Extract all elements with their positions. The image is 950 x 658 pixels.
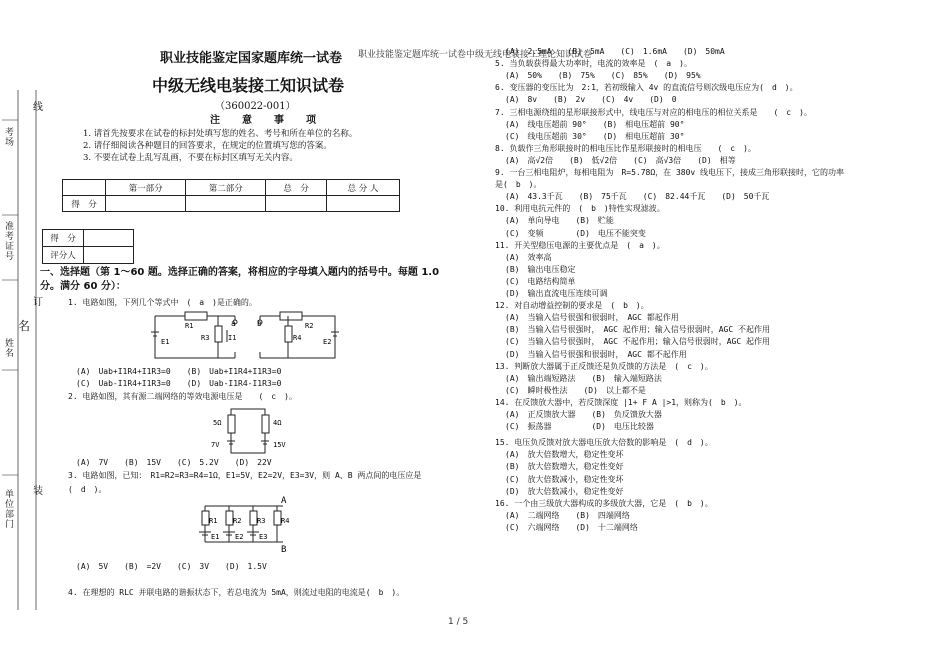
question-stem: 14. 在反馈放大器中，若反馈深度 |1+ F A |>1，则称为( b )。 bbox=[495, 397, 747, 407]
question-option: (C) 六端网络 (D) 十二端网络 bbox=[505, 522, 638, 532]
question-option: (C) 线电压超前 30° (D) 相电压超前 30° bbox=[505, 131, 685, 141]
section-score-table bbox=[42, 229, 134, 264]
circuit2-label-5ohm: 5Ω bbox=[213, 419, 222, 427]
label-zhunkaozheng: 准考证号 bbox=[5, 222, 15, 262]
question-3: 3. 电路如图，已知： R1=R2=R3=R4=1Ω，E1=5V，E2=2V，E3=3V，则 A、B 两点间的电压应是 bbox=[68, 471, 422, 480]
label-name-big: 名 bbox=[18, 319, 31, 333]
question-option: (A) 单向导电 (B) 贮能 bbox=[505, 216, 614, 226]
question-option: (C) 变频 (D) 电压不能突变 bbox=[505, 228, 646, 238]
score-row-label: 得 分 bbox=[63, 196, 106, 212]
circuit-2-diagram bbox=[205, 405, 305, 457]
score-header-blank bbox=[63, 180, 106, 196]
score-header-part1: 第一部分 bbox=[106, 180, 186, 196]
question-stem: 5. 当负载获得最大功率时，电流的效率是 ( a )。 bbox=[495, 59, 692, 69]
circuit1-label-i1: I1 bbox=[228, 334, 237, 342]
binding-ding-mark: 订 bbox=[33, 297, 43, 308]
question-3-answer: ( d )。 bbox=[68, 485, 107, 494]
question-option: (D) 当输入信号很强和很弱时， AGC 都不起作用 bbox=[505, 349, 687, 359]
question-option: (A) 正反馈放大器 (B) 负反馈放大器 bbox=[505, 410, 662, 419]
circuit-3-diagram bbox=[195, 494, 305, 556]
question-option: (C) 当输入信号很强时， AGC 不起作用；输入信号很弱时，AGC 起作用 bbox=[505, 337, 770, 347]
circuit3-label-e2: E2 bbox=[235, 533, 244, 541]
circuit1-label-r3: R3 bbox=[201, 334, 210, 342]
exam-subtitle: 中级无线电装接工知识试卷 bbox=[152, 76, 345, 95]
question-stem: 10. 利用电抗元件的 ( b )特性实现滤波。 bbox=[495, 204, 665, 214]
question-option: (D) 输出直流电压连续可调 bbox=[505, 289, 608, 298]
question-stem: 15. 电压负反馈对放大器电压放大倍数的影响是 ( d )。 bbox=[495, 438, 713, 448]
small-score-cell[interactable] bbox=[84, 230, 134, 247]
note-1: 1. 请首先按要求在试卷的标封处填写您的姓名、考号和所在单位的名称。 bbox=[83, 129, 358, 139]
circuit1-label-e1: E1 bbox=[161, 338, 170, 346]
small-grader-label: 评分人 bbox=[43, 247, 84, 264]
question-3-options: (A) 5V (B) =2V (C) 3V (D) 1.5V bbox=[76, 562, 267, 571]
exam-code: （360022-001） bbox=[215, 101, 296, 112]
question-option: (A) 50% (B) 75% (C) 85% (D) 95% bbox=[505, 71, 701, 81]
question-2-options: (A) 7V (B) 15V (C) 5.2V (D) 22V bbox=[76, 458, 272, 467]
circuit1-label-e2: E2 bbox=[323, 338, 332, 346]
circuit1-label-r4: R4 bbox=[293, 334, 302, 342]
circuit3-label-a: A bbox=[281, 496, 287, 506]
exam-title: 职业技能鉴定国家题库统一试卷 bbox=[160, 51, 343, 66]
page-header: 职业技能鉴定题库统一试卷中级无线电装接工理论知识试卷 bbox=[357, 50, 592, 60]
question-option: (A) 高√2倍 (B) 低√2倍 (C) 高√3倍 (D) 相等 bbox=[505, 155, 736, 165]
question-option: (A) 线电压超前 90° (B) 相电压超前 90° bbox=[505, 119, 685, 129]
binding-zhuang-mark: 装 bbox=[33, 486, 43, 497]
circuit3-label-r4: R4 bbox=[281, 517, 290, 525]
small-grader-cell[interactable] bbox=[84, 247, 134, 264]
question-1-options-ab: (A) Uab+I1R4+I1R3=0 (B) Uab+I1R4+I1R3=0 bbox=[76, 367, 282, 376]
circuit1-label-r1: R1 bbox=[185, 322, 194, 330]
notice-title: 注意事项 bbox=[210, 115, 338, 126]
small-score-label: 得 分 bbox=[43, 230, 84, 247]
label-danwei: 单位部门 bbox=[5, 490, 15, 530]
score-cell[interactable] bbox=[186, 196, 266, 212]
question-stem: 12. 对自动增益控制的要求是 ( b )。 bbox=[495, 301, 649, 311]
circuit3-label-e3: E3 bbox=[259, 533, 268, 541]
score-cell[interactable] bbox=[326, 196, 399, 212]
question-option: (A) 当输入信号很强和很弱时， AGC 都起作用 bbox=[505, 313, 679, 323]
question-option: (C) 振荡器 (D) 电压比较器 bbox=[505, 422, 654, 432]
circuit3-label-b: B bbox=[281, 545, 287, 555]
circuit-1-diagram bbox=[145, 308, 345, 364]
question-stem: 8. 负载作三角形联接时的相电压比作星形联接时的相电压 ( c )。 bbox=[495, 143, 756, 153]
question-option: (A) 放大倍数增大，稳定性变坏 bbox=[505, 450, 624, 460]
question-option: (C) 瞬时极性法 (D) 以上都不是 bbox=[505, 385, 646, 395]
question-1: 1. 电路如图，下列几个等式中 ( a )是正确的。 bbox=[68, 298, 257, 307]
score-cell[interactable] bbox=[106, 196, 186, 212]
question-option: (B) 当输入信号很强时， AGC 起作用；输入信号很弱时，AGC 不起作用 bbox=[505, 325, 770, 335]
score-table bbox=[62, 179, 400, 212]
label-xingming: 姓名 bbox=[5, 339, 15, 359]
score-header-part2: 第二部分 bbox=[186, 180, 266, 196]
circuit3-label-r3: R3 bbox=[257, 517, 266, 525]
question-stem: 13. 判断放大器属于正反馈还是负反馈的方法是 ( c )。 bbox=[495, 361, 713, 371]
question-option: (B) 输出电压稳定 bbox=[505, 264, 576, 274]
question-option: (A) 43.3千瓦 (B) 75千瓦 (C) 82.44千瓦 (D) 50千瓦 bbox=[505, 192, 770, 202]
question-stem: 16. 一个由三级放大器构成的多级放大器，它是 ( b )。 bbox=[495, 498, 713, 508]
circuit3-label-r1: R1 bbox=[209, 517, 218, 525]
question-option: (C) 电路结构简单 bbox=[505, 276, 576, 286]
label-kaochang: 考场 bbox=[5, 128, 15, 148]
section-1-heading: 一、选择题（第 1～60 题。选择正确的答案，将相应的字母填入题内的括号中。每题 1.0 分。满分 60 分）： bbox=[40, 267, 440, 292]
score-header-grader: 总 分 人 bbox=[326, 180, 399, 196]
page-number: 1 / 5 bbox=[448, 617, 469, 627]
note-2: 2. 请仔细阅读各种题目的回答要求，在规定的位置填写您的答案。 bbox=[83, 141, 332, 151]
circuit2-label-15v: 15V bbox=[273, 441, 286, 449]
circuit1-label-a: a bbox=[231, 319, 236, 328]
binding-line-mark: 线 bbox=[33, 102, 43, 113]
question-stem: (A) 2.5mA (B) 5mA (C) 1.6mA (D) 50mA bbox=[505, 47, 725, 56]
question-4: 4. 在理想的 RLC 并联电路的谐振状态下，若总电流为 5mA，则流过电阻的电流是( b )。 bbox=[68, 588, 405, 597]
question-1-options-cd: (C) Uab-I1R4+I1R3=0 (D) Uab-I1R4-I1R3=0 bbox=[76, 379, 282, 388]
question-2: 2. 电路如图，其有源二端网络的等效电源电压是 ( c )。 bbox=[68, 392, 297, 401]
question-stem: 9. 一台三相电阻炉，每相电阻为 R=5.78Ω，在 380v 线电压下，接成三角形联接时，它的功率 bbox=[495, 168, 845, 177]
circuit1-label-r2: R2 bbox=[305, 322, 314, 330]
circuit1-label-b: b bbox=[257, 319, 262, 328]
question-option: (A) 效率高 bbox=[505, 252, 552, 262]
circuit2-label-4ohm: 4Ω bbox=[273, 419, 282, 427]
question-stem: 11. 开关型稳压电源的主要优点是 ( a )。 bbox=[495, 240, 665, 250]
question-stem: 6. 变压器的变压比为 2:1，若初级输入 4v 的直流信号则次级电压应为( d )。 bbox=[495, 83, 798, 93]
score-cell[interactable] bbox=[266, 196, 327, 212]
question-option: (A) 输出端短路法 (B) 输入端短路法 bbox=[505, 373, 662, 383]
circuit3-label-e1: E1 bbox=[211, 533, 220, 541]
circuit3-label-r2: R2 bbox=[233, 517, 242, 525]
question-option: (B) 放大倍数增大，稳定性变好 bbox=[505, 462, 624, 472]
question-option: (A) 二端网络 (B) 四端网络 bbox=[505, 510, 630, 520]
question-option: 是( b )。 bbox=[495, 180, 542, 190]
question-option: (A) 8v (B) 2v (C) 4v (D) 0 bbox=[505, 95, 677, 105]
circuit2-label-7v: 7V bbox=[211, 441, 220, 449]
question-option: (D) 放大倍数减小，稳定性变好 bbox=[505, 486, 624, 496]
note-3: 3. 不要在试卷上乱写乱画，不要在标封区填写无关内容。 bbox=[83, 153, 298, 163]
question-option: (C) 放大倍数减小，稳定性变坏 bbox=[505, 474, 624, 484]
question-stem: 7. 三相电源绕组的星形联接形式中，线电压与对应的相电压的相位关系是 ( c )。 bbox=[495, 107, 812, 117]
score-header-total: 总 分 bbox=[266, 180, 327, 196]
